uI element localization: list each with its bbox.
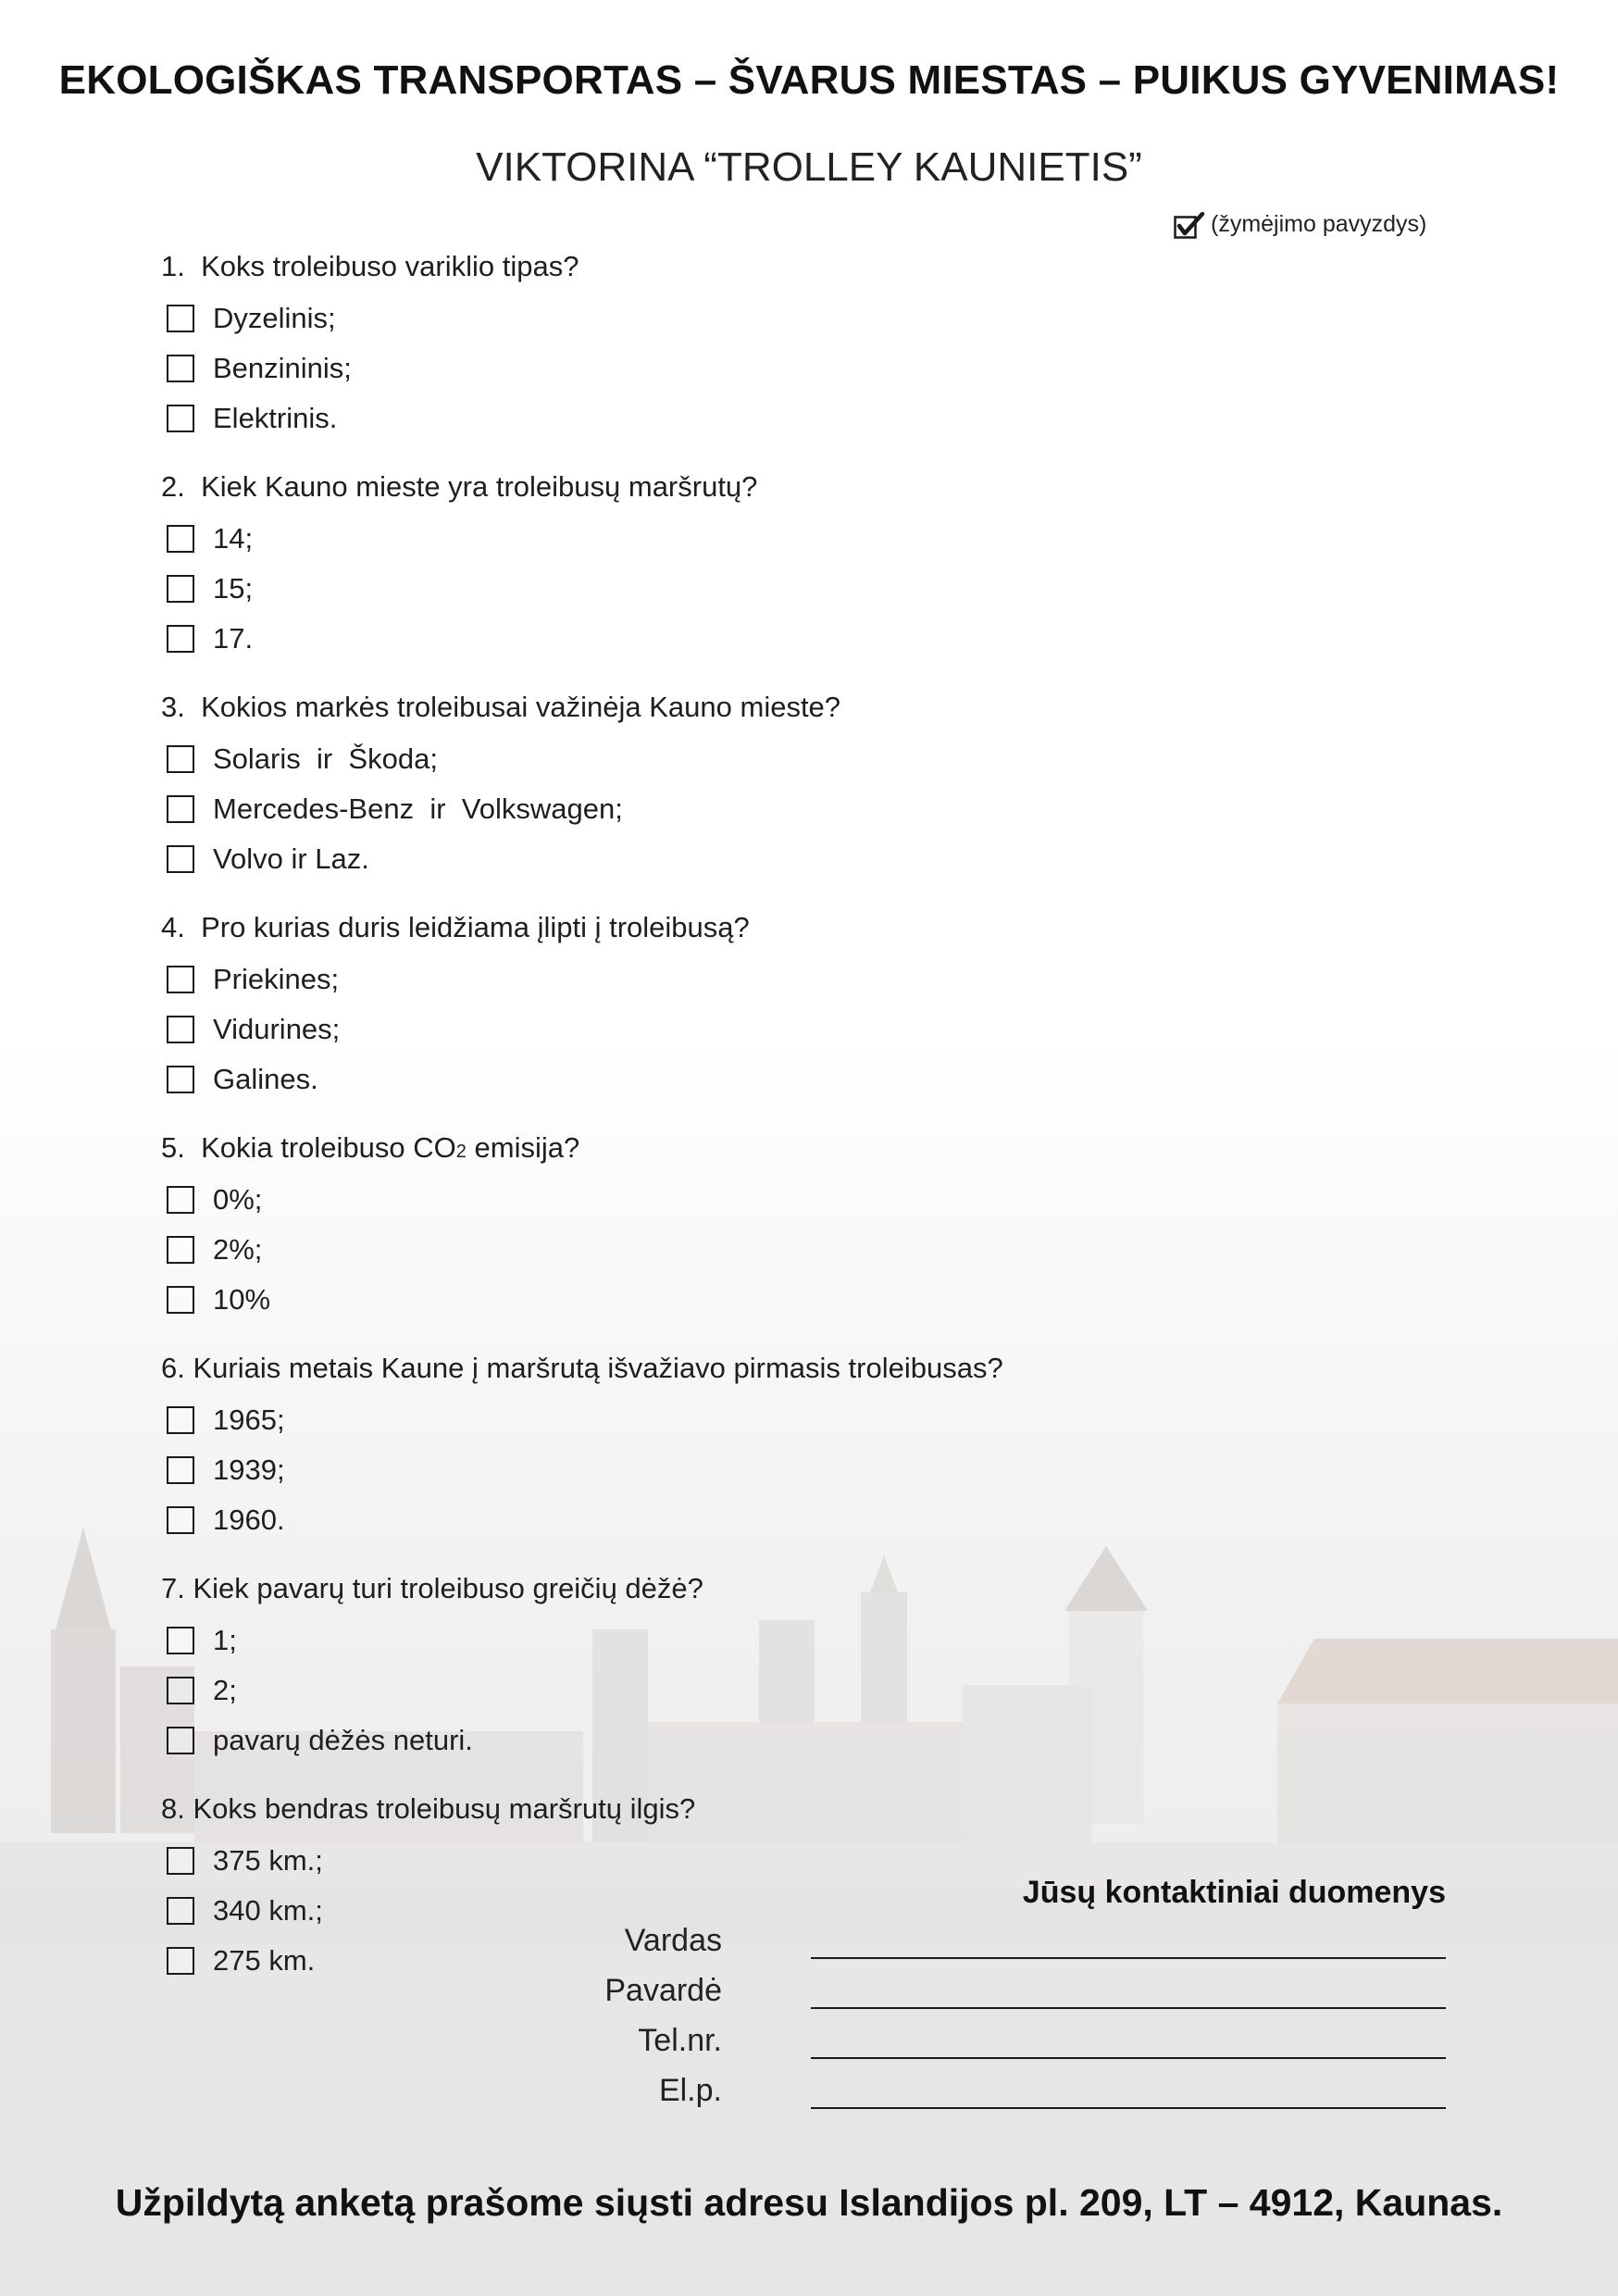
name-field-label: Vardas: [624, 1923, 722, 1958]
email-field-line[interactable]: [811, 2107, 1446, 2109]
surname-field-line[interactable]: [811, 2007, 1446, 2009]
question-1: 1. Koks troleibuso variklio tipas?: [161, 250, 579, 282]
option-label: 340 km.;: [213, 1894, 323, 1927]
question-5-text: 5. Kokia troleibuso CO: [161, 1131, 456, 1164]
option-5-3[interactable]: [167, 1283, 270, 1316]
question-4: 4. Pro kurias duris leidžiama įlipti į troleibusą?: [161, 911, 750, 943]
checkbox[interactable]: [167, 1897, 194, 1925]
checkbox[interactable]: [167, 1016, 194, 1043]
question-5-subscript: 2: [455, 1142, 467, 1162]
question-3: 3. Kokios markės troleibusai važinėja Kauno mieste?: [161, 691, 841, 723]
option-4-1[interactable]: [167, 963, 339, 996]
option-6-1[interactable]: [167, 1404, 285, 1437]
question-8: 8. Koks bendras troleibusų maršrutų ilgis?: [161, 1792, 696, 1825]
option-7-2[interactable]: [167, 1674, 237, 1707]
name-field-line[interactable]: [811, 1957, 1446, 1959]
checkbox[interactable]: [167, 355, 194, 382]
checkbox[interactable]: [167, 1456, 194, 1484]
checked-checkbox-icon: [1174, 212, 1200, 238]
option-6-2[interactable]: [167, 1454, 285, 1487]
email-field[interactable]: [592, 2072, 1446, 2113]
checkbox[interactable]: [167, 1627, 194, 1654]
option-label: 1960.: [213, 1504, 285, 1536]
option-4-2[interactable]: [167, 1013, 340, 1046]
option-label: Dyzelinis;: [213, 302, 336, 334]
option-label: Priekines;: [213, 963, 340, 995]
option-label: Galines.: [213, 1063, 318, 1095]
question-6: 6. Kuriais metais Kaune į maršrutą išvažiavo pirmasis troleibusas?: [161, 1352, 1003, 1384]
checkbox[interactable]: [167, 1066, 194, 1093]
option-8-1[interactable]: [167, 1844, 323, 1878]
option-2-1[interactable]: [167, 522, 253, 555]
option-5-2[interactable]: [167, 1233, 262, 1267]
checkbox[interactable]: [167, 1947, 194, 1975]
checkbox[interactable]: [167, 1506, 194, 1534]
checkbox[interactable]: [167, 966, 194, 993]
option-label: Mercedes-Benz ir Volkswagen;: [213, 792, 623, 825]
marking-example-label: (žymėjimo pavyzdys): [1211, 211, 1427, 237]
checkbox[interactable]: [167, 745, 194, 773]
option-8-2[interactable]: [167, 1894, 323, 1928]
checkbox[interactable]: [167, 845, 194, 873]
contact-section-title: Jūsų kontaktiniai duomenys: [1022, 1875, 1446, 1910]
checkbox[interactable]: [167, 1677, 194, 1704]
option-1-3[interactable]: [167, 402, 337, 435]
question-2: 2. Kiek Kauno mieste yra troleibusų maršrutų?: [161, 470, 758, 503]
checkbox[interactable]: [167, 305, 194, 332]
option-label: 1;: [213, 1624, 237, 1656]
option-label: 2;: [213, 1674, 237, 1706]
option-4-3[interactable]: [167, 1063, 318, 1096]
option-6-3[interactable]: [167, 1504, 285, 1537]
option-3-3[interactable]: [167, 842, 369, 876]
checkbox[interactable]: [167, 1727, 194, 1754]
option-label: pavarų dėžės neturi.: [213, 1724, 473, 1756]
option-label: 2%;: [213, 1233, 263, 1266]
name-field[interactable]: [592, 1922, 1446, 1963]
option-3-1[interactable]: [167, 742, 438, 776]
option-3-2[interactable]: [167, 792, 623, 826]
checkbox[interactable]: [167, 1286, 194, 1314]
option-label: 10%: [213, 1283, 271, 1316]
option-7-1[interactable]: [167, 1624, 237, 1657]
option-label: 0%;: [213, 1183, 263, 1216]
option-label: 275 km.: [213, 1944, 316, 1977]
option-8-3[interactable]: [167, 1944, 315, 1978]
surname-field[interactable]: [592, 1972, 1446, 2013]
checkbox[interactable]: [167, 795, 194, 823]
footer-address: Užpildytą anketą prašome siųsti adresu Islandijos pl. 209, LT – 4912, Kaunas.: [115, 2181, 1503, 2224]
email-field-label: El.p.: [658, 2073, 722, 2108]
option-label: Volvo ir Laz.: [213, 842, 369, 875]
checkbox[interactable]: [167, 1406, 194, 1434]
checkbox[interactable]: [167, 405, 194, 432]
option-label: Elektrinis.: [213, 402, 338, 434]
checkbox[interactable]: [167, 1236, 194, 1264]
phone-field-label: Tel.nr.: [638, 2023, 722, 2058]
question-5: [161, 1131, 579, 1165]
option-label: Vidurines;: [213, 1013, 341, 1045]
option-1-2[interactable]: [167, 352, 352, 385]
surname-field-label: Pavardė: [604, 1973, 722, 2008]
option-2-3[interactable]: [167, 622, 253, 655]
checkbox[interactable]: [167, 1847, 194, 1875]
checkbox[interactable]: [167, 1186, 194, 1214]
checkbox[interactable]: [167, 525, 194, 553]
checkbox[interactable]: [167, 575, 194, 603]
phone-field-line[interactable]: [811, 2057, 1446, 2059]
marking-example: [1174, 211, 1426, 238]
option-label: 1965;: [213, 1404, 285, 1436]
option-2-2[interactable]: [167, 572, 253, 605]
option-5-1[interactable]: [167, 1183, 262, 1217]
option-label: 15;: [213, 572, 254, 605]
question-5-text-end: emisija?: [466, 1131, 580, 1164]
checkbox[interactable]: [167, 625, 194, 653]
phone-field[interactable]: [592, 2022, 1446, 2063]
main-title: EKOLOGIŠKAS TRANSPORTAS – ŠVARUS MIESTAS – PUIKUS GYVENIMAS!: [58, 57, 1560, 103]
quiz-title: VIKTORINA “TROLLEY KAUNIETIS”: [476, 144, 1142, 190]
option-label: 375 km.;: [213, 1844, 323, 1877]
option-7-3[interactable]: [167, 1724, 473, 1757]
option-label: 14;: [213, 522, 254, 555]
option-label: 1939;: [213, 1454, 285, 1486]
option-1-1[interactable]: [167, 302, 336, 335]
question-7: 7. Kiek pavarų turi troleibuso greičių dėžė?: [161, 1572, 703, 1604]
option-label: Solaris ir Škoda;: [213, 742, 438, 775]
option-label: Benzininis;: [213, 352, 352, 384]
option-label: 17.: [213, 622, 254, 655]
